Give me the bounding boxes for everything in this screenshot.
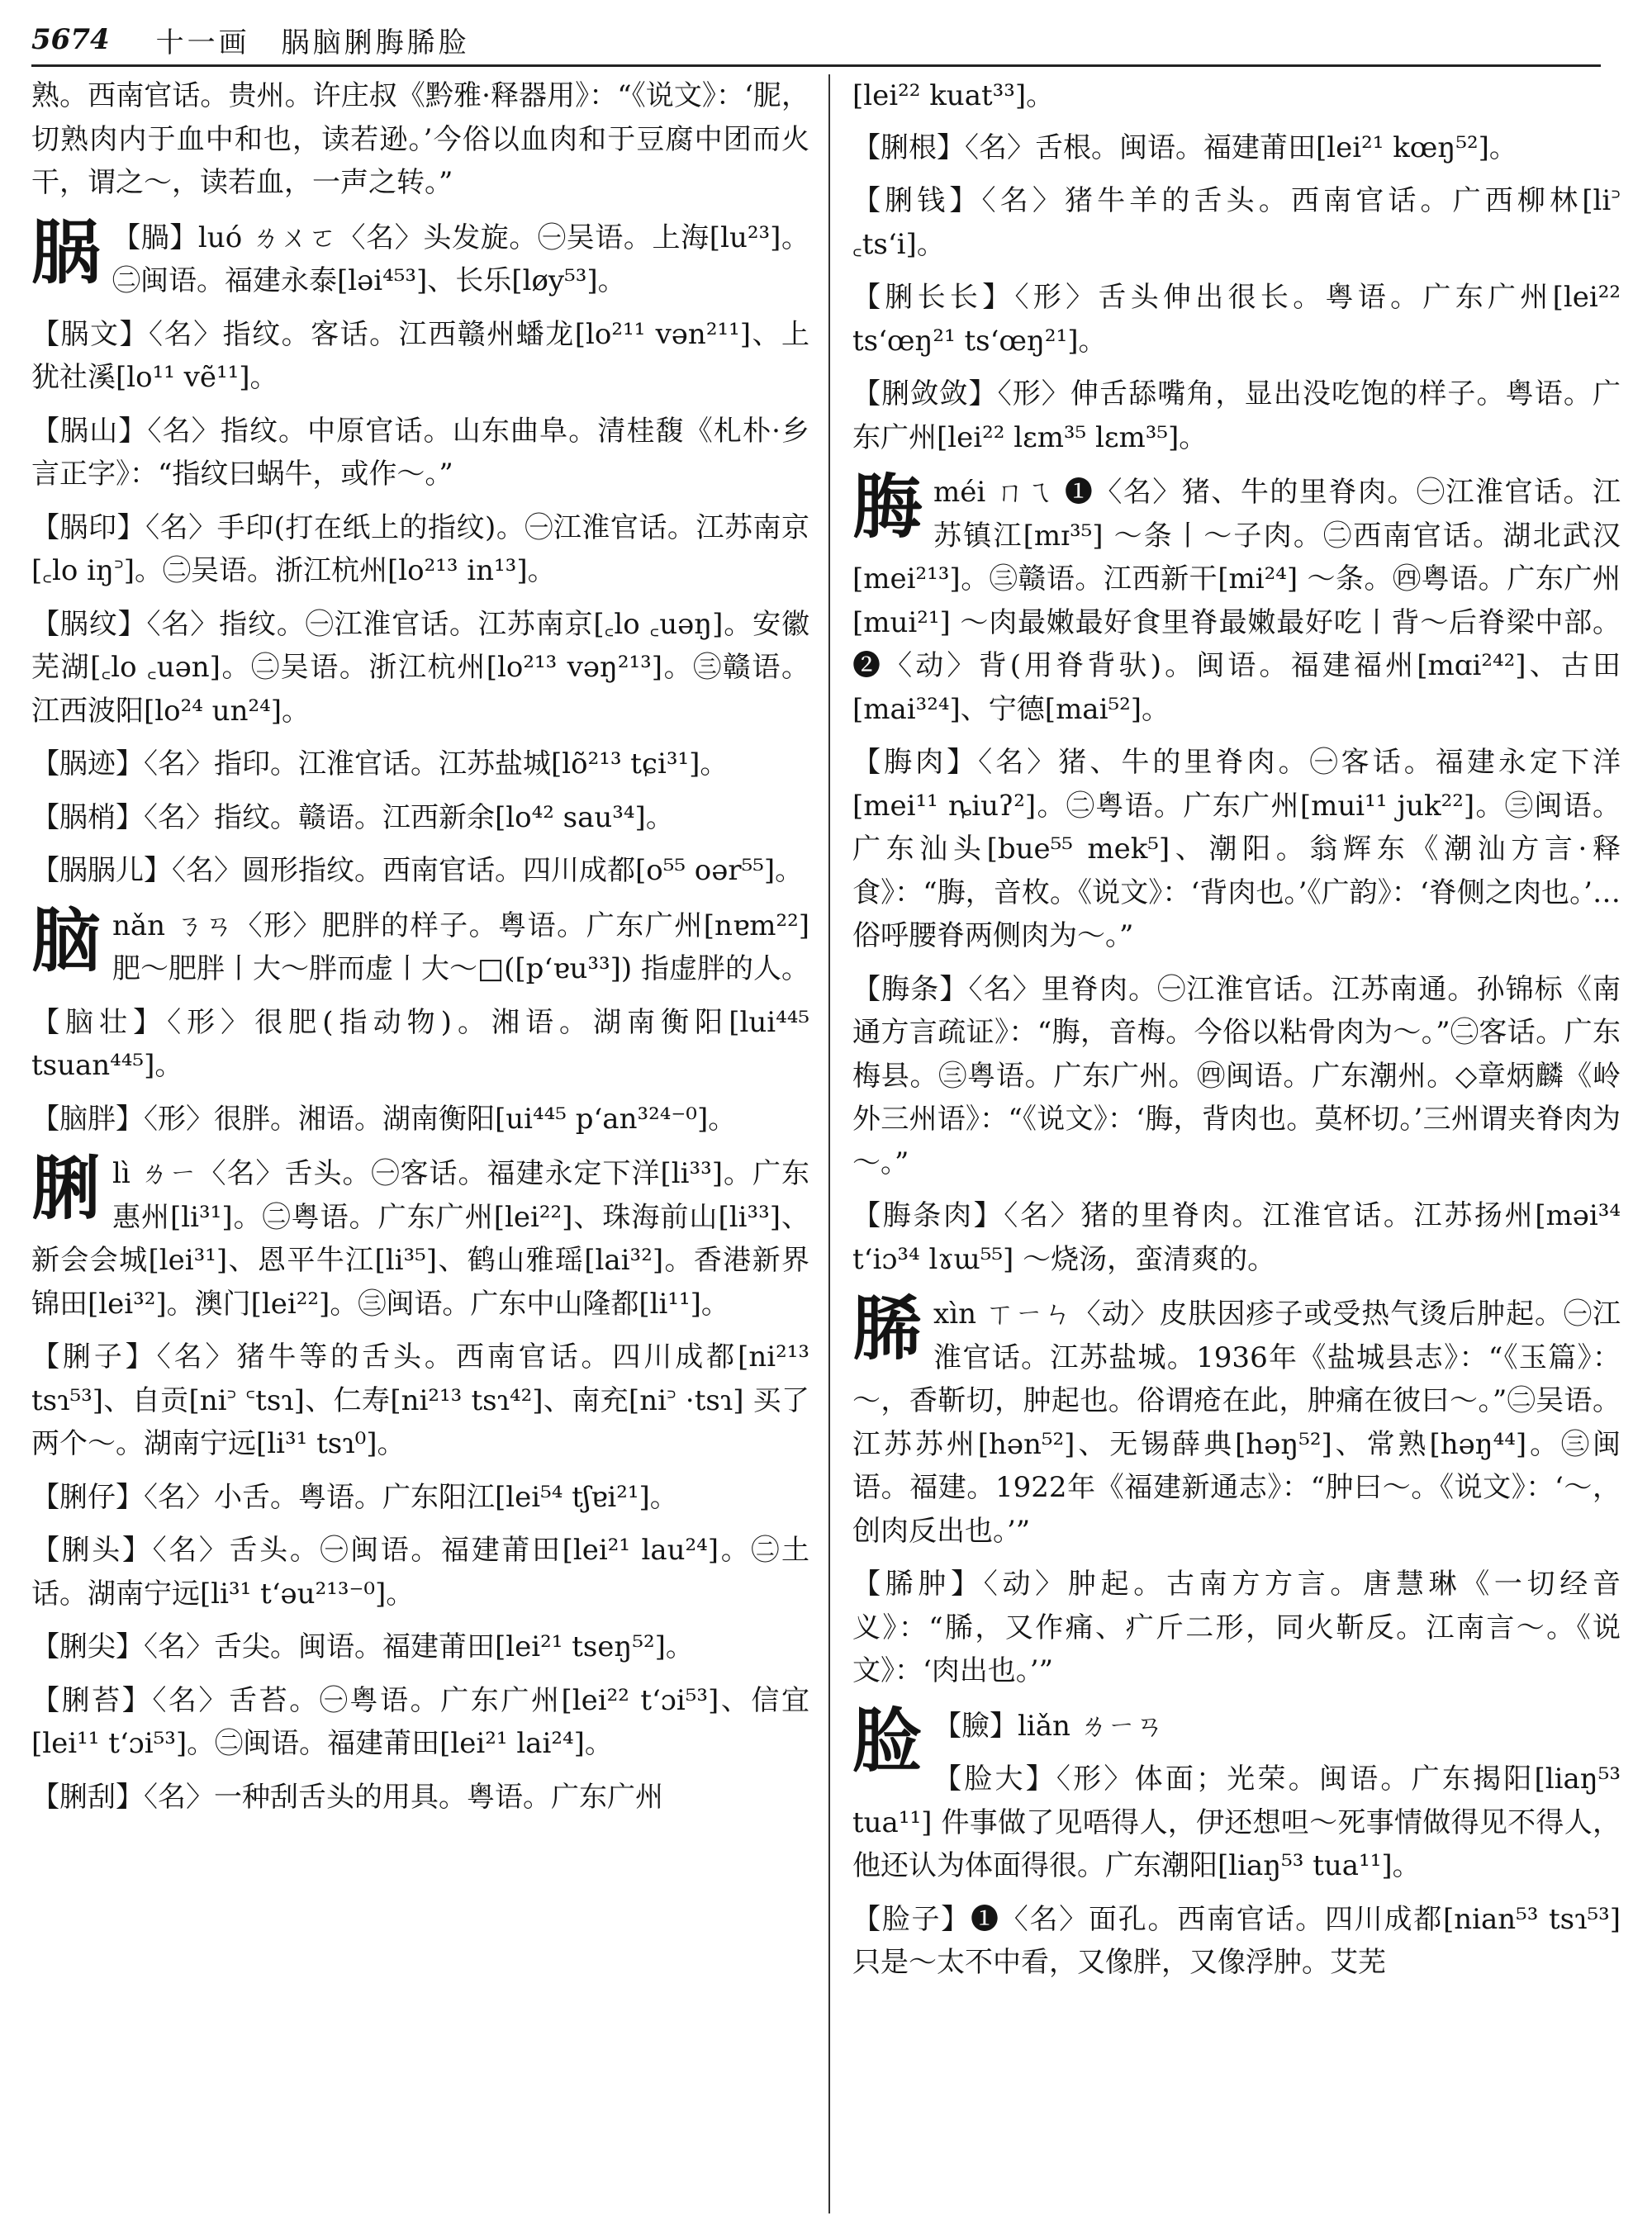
- headword-entry: [852, 1699, 1621, 1782]
- column-divider: [828, 74, 830, 2213]
- compound-entry: 【脷长长】〈形〉舌头伸出很长。粤语。广东广州[lei²² tsʻœŋ²¹ tsʻœŋ²¹]。: [852, 281, 1621, 358]
- compound-entry: 【脷钱】〈名〉猪牛羊的舌头。西南官话。广西柳林[li꜄ ꜀tsʻi]。: [852, 184, 1621, 261]
- headword-entry: [852, 1288, 1621, 1553]
- compound-entry: 【脶纹】〈名〉指纹。㊀江淮官话。江苏南京[꜀lo ꜀uəŋ]。安徽芜湖[꜀lo ꜀uən]。㊁吴语。浙江杭州[lo²¹³ vəŋ²¹³]。㊂赣语。江西波阳[lo²⁴ un²⁴]。: [31, 607, 809, 728]
- headword-definition: 【臉】liǎn ㄌㄧㄢ: [933, 1709, 1164, 1743]
- compound-entry: 【脶文】〈名〉指纹。客话。江西赣州蟠龙[lo²¹¹ vən²¹¹]、上犹社溪[lo¹¹ vẽ¹¹]。: [31, 317, 809, 394]
- compound-entry: 【脷刮】〈名〉一种刮舌头的用具。粤语。广东广州: [31, 1780, 663, 1814]
- headword-definition: lì ㄌㄧ〈名〉舌头。㊀客话。福建永定下洋[li³³]。广东惠州[li³¹]。㊁粤语。广东广州[lei²²]、珠海前山[li³³]、新会会城[lei³¹]、恩平牛江[li³⁵]、鹤山雅瑶[lai³²]。香港新界锦田[lei³²]。澳门[lei²²]。㊂闽语。广东中山隆都[li¹¹]。: [31, 1157, 809, 1321]
- compound-entry: 【脑胖】〈形〉很胖。湘语。湖南衡阳[ui⁴⁴⁵ pʻan³²⁴⁻⁰]。: [31, 1102, 737, 1136]
- compound-entry: 【脑壮】〈形〉很肥(指动物)。湘语。湖南衡阳[lui⁴⁴⁵ tsuan⁴⁴⁵]。: [31, 1005, 809, 1082]
- headword-definition: nǎn ㄋㄢ〈形〉肥胖的样子。粤语。广东广州[nɐm²²] 肥～肥胖丨大～胖而虚丨大～□([pʻɐu³³]) 指虚胖的人。: [112, 909, 810, 985]
- compound-entry: 【脸大】〈形〉体面；光荣。闽语。广东揭阳[liaŋ⁵³ tua¹¹] 件事做了见唔得人，伊还想呾～死事情做得见不得人，他还认为体面得很。广东潮阳[liaŋ⁵³ tua¹¹]。: [852, 1763, 1621, 1882]
- compound-entry: 【脷敛敛】〈形〉伸舌舔嘴角，显出没吃饱的样子。粤语。广东广州[lei²² lɛm³⁵ lɛm³⁵]。: [852, 377, 1621, 454]
- headword-entry: [852, 466, 1621, 731]
- compound-entry: 【脶梢】〈名〉指纹。赣语。江西新余[lo⁴² sau³⁴]。: [31, 800, 674, 834]
- compound-entry: 【脶脶儿】〈名〉圆形指纹。西南官话。四川成都[o⁵⁵ oər⁵⁵]。: [31, 854, 804, 887]
- headword-entry: [31, 1147, 809, 1326]
- right-column: [852, 74, 1621, 1995]
- compound-entry: 【脢条肉】〈名〉猪的里脊肉。江淮官话。江苏扬州[məi³⁴ tʻiɔ³⁴ lɤɯ⁵⁵] ～烧汤，蛮清爽的。: [852, 1199, 1621, 1276]
- compound-entry: 【脶山】〈名〉指纹。中原官话。山东曲阜。清桂馥《札朴·乡言正字》：“指纹曰蜗牛，或作～。”: [31, 414, 809, 491]
- headword: 脢: [852, 466, 923, 548]
- page-header: [31, 15, 1601, 67]
- compound-entry: 【脷头】〈名〉舌头。㊀闽语。福建莆田[lei²¹ lau²⁴]。㊁土话。湖南宁远[li³¹ tʻəu²¹³⁻⁰]。: [31, 1534, 809, 1611]
- headword-definition: 【腡】luó ㄌㄨㄛ〈名〉头发旋。㊀吴语。上海[lu²³]。㊁闽语。福建永泰[ləi⁴⁵³]、长乐[løy⁵³]。: [112, 221, 809, 297]
- page-number: 5674: [31, 23, 110, 56]
- continuation-text: 熟。西南官话。贵州。许庄叔《黔雅·释器用》：“《说文》：‘胒，切熟肉内于血中和也，读若逊。’今俗以血肉和于豆腐中团而火干，谓之～，读若血，一声之转。”: [31, 79, 809, 199]
- compound-entry: 【脶印】〈名〉手印(打在纸上的指纹)。㊀江淮官话。江苏南京[꜀lo iŋ꜄]。㊁吴语。浙江杭州[lo²¹³ in¹³]。: [31, 510, 809, 587]
- headword: 脶: [31, 211, 102, 293]
- headword-definition: xìn ㄒㄧㄣ〈动〉皮肤因疹子或受热气烫后肿起。㊀江淮官话。江苏盐城。1936年《盐城县志》：“《玉篇》：～，香靳切，肿起也。俗谓疮在此，肿痛在彼曰～。”㊁吴语。江苏苏州[hən⁵²]、无锡薛典[həŋ⁵²]、常熟[həŋ⁴⁴]。㊂闽语。福建。1922年《福建新通志》：“肿曰～。《说文》：‘～，创肉反出也。’”: [852, 1298, 1621, 1548]
- headword: 脑: [31, 899, 102, 981]
- headword: 脪: [852, 1288, 923, 1369]
- compound-entry: 【脢条】〈名〉里脊肉。㊀江淮官话。江苏南通。孙锦标《南通方言疏证》：“脢，音梅。今俗以粘骨肉为～。”㊁客话。广东梅县。㊂粤语。广东广州。㊃闽语。广东潮州。◇章炳麟《岭外三州语》：“《说文》：‘脢，背肉也。莫杯切。’三州谓夹脊肉为～。”: [852, 972, 1621, 1179]
- compound-entry: 【脷仔】〈名〉小舌。粤语。广东阳江[lei⁵⁴ tʃɐi²¹]。: [31, 1480, 678, 1514]
- compound-entry: 【脷苔】〈名〉舌苔。㊀粤语。广东广州[lei²² tʻɔi⁵³]、信宜[lei¹¹ tʻɔi⁵³]。㊁闽语。福建莆田[lei²¹ lai²⁴]。: [31, 1683, 809, 1760]
- headword-definition: méi ㄇㄟ ❶〈名〉猪、牛的里脊肉。㊀江淮官话。江苏镇江[mɪ³⁵] ～条丨～子肉。㊁西南官话。湖北武汉[mei²¹³]。㊂赣语。江西新干[mi²⁴] ～条。㊃粤语。广东广州[mui²¹] ～肉最嫩最好食里脊最嫩最好吃丨背～后脊梁中部。❷〈动〉背(用脊背驮)。闽语。福建福州[mɑi²⁴²]、古田[mai³²⁴]、宁德[mai⁵²]。: [852, 476, 1621, 726]
- continuation-text: [lei²² kuat³³]。: [852, 79, 1055, 112]
- compound-entry: 【脪肿】〈动〉肿起。古南方方言。唐慧琳《一切经音义》：“脪，又作痛、疒斤二形，同火靳反。江南言～。《说文》：‘肉出也。’”: [852, 1568, 1621, 1687]
- compound-entry: 【脢肉】〈名〉猪、牛的里脊肉。㊀客话。福建永定下洋[mei¹¹ ȵiuʔ²]。㊁粤语。广东广州[mui¹¹ juk²²]。㊂闽语。广东汕头[bue⁵⁵ mek⁵]、潮阳。翁辉东《潮汕方言·释食》：“脢，音枚。《说文》：‘背肉也。’《广韵》：‘脊侧之肉也。’…俗呼腰脊两侧肉为～。”: [852, 746, 1621, 952]
- headword-entry: [31, 899, 810, 991]
- left-column: [31, 74, 809, 1829]
- headword: 脸: [852, 1699, 923, 1782]
- section-title: 十一画 脶脑脷脢脪脸: [155, 26, 470, 59]
- headword-entry: [31, 211, 809, 303]
- compound-entry: 【脸子】❶〈名〉面孔。西南官话。四川成都[nian⁵³ tsɿ⁵³] 只是～太不中看，又像胖，又像浮肿。艾芜: [852, 1902, 1621, 1979]
- compound-entry: 【脶迹】〈名〉指印。江淮官话。江苏盐城[lõ²¹³ tɕi³¹]。: [31, 747, 729, 780]
- compound-entry: 【脷根】〈名〉舌根。闽语。福建莆田[lei²¹ kœŋ⁵²]。: [852, 130, 1517, 164]
- compound-entry: 【脷尖】〈名〉舌尖。闽语。福建莆田[lei²¹ tseŋ⁵²]。: [31, 1630, 694, 1663]
- headword: 脷: [31, 1147, 102, 1229]
- compound-entry: 【脷子】〈名〉猪牛等的舌头。西南官话。四川成都[ni²¹³ tsɿ⁵³]、自贡[ni꜄ ꜂tsɿ]、仁寿[ni²¹³ tsɿ⁴²]、南充[ni꜄ ·tsɿ] 买了两个～。湖南宁远[li³¹ tsɿ⁰]。: [31, 1340, 809, 1460]
